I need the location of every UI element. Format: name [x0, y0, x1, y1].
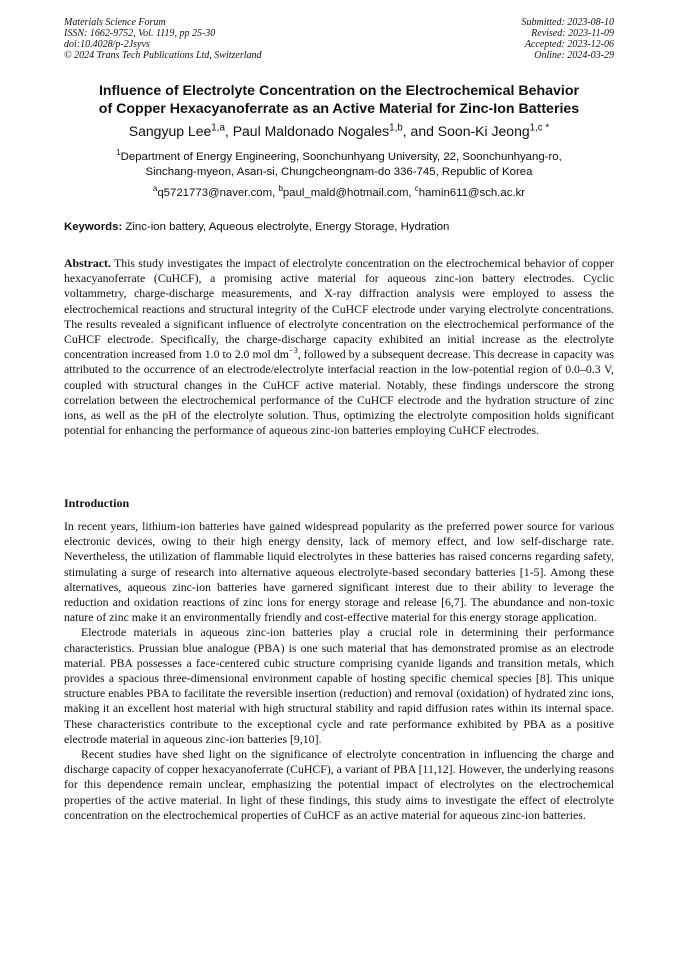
author-separator: ,	[224, 123, 233, 139]
paragraph: Electrode materials in aqueous zinc-ion batteries play a crucial role in determining their performance characteristics. Prussian blue analogue (PBA) is one such material that has demonstrated promise as an electrode material. PBA possesses a face-centered cubic structure comprising cyanide ligands and transition metals, which provides a spacious three-dimensional environment capable of hosting specific chemical species [8]. This unique structure enables PBA to facilitate the reversible insertion (reduction) and removal (oxidation) of hydrated zinc ions, making it an excellent host material with high structural stability and rapid diffusion rates within its internal space. These characteristics contribute to the exceptional cycle and rate performance exhibited by PBA as a positive electrode material in aqueous zinc-ion batteries [9,10].	[64, 625, 614, 746]
paragraph: In recent years, lithium-ion batteries have gained widespread popularity as the preferred power source for various electronic devices, owing to their high energy density, lack of memory effect, and low self-discharge rate. Nevertheless, the utilization of flammable liquid electrolytes in these batteries has raised concerns regarding safety, stimulating a surge of research into alternative aqueous electrolyte-based secondary batteries [1-5]. Among these alternatives, aqueous zinc-ion batteries have garnered significant interest due to their ability to leverage the reduction and oxidation reactions of zinc ions for energy storage and release [6,7]. The abundance and non-toxic nature of zinc make it an environmentally friendly and cost-effective material for this energy storage application.	[64, 519, 614, 625]
affiliation-line-1: $^1$Department of Energy Engineering, Soonchunhyang University, 22, Soonchunhyang-ro,	[116, 148, 562, 163]
journal-info	[64, 17, 262, 61]
revised-date: Revised: 2023-11-09	[531, 28, 614, 39]
abstract-unit-exponent: −3	[288, 346, 298, 356]
author-emails	[40, 186, 638, 200]
author-list	[40, 123, 638, 139]
author-affiliation-mark: 1,a	[211, 122, 225, 134]
copyright-line: © 2024 Trans Tech Publications Ltd, Switzerland	[64, 50, 262, 61]
author-name: Sangyup Lee	[128, 123, 212, 139]
section-heading-introduction: Introduction	[64, 496, 130, 510]
abstract-text: This study investigates the impact of electrolyte concentration on the electrochemical behavior of copper hexacyanoferrate (CuHCF), a promising active material for aqueous zinc-ion battery electrodes. Cyclic voltammetry, charge-discharge measurements, and X-ray diffraction analysis were employed to assess the electrochemical reactions and structural integrity of the CuHCF electrode under varying electrolyte concentrations. The results revealed a significant influence of electrolyte concentration on the electrochemical performance of the CuHCF electrode. Specifically, the charge-discharge capacity exhibited an initial increase as the electrolyte concentration increased from 1.0 to 2.0 mol dm	[64, 256, 614, 362]
affiliation-mark: 1	[116, 148, 121, 158]
author-name: Paul Maldonado Nogales	[232, 123, 390, 139]
issn-line: ISSN: 1662-9752, Vol. 1119, pp 25-30	[64, 28, 216, 39]
accepted-date: Accepted: 2023-12-06	[524, 39, 614, 50]
author-name: Soon-Ki Jeong	[437, 123, 530, 139]
email-address: q5721773@naver.com,	[157, 187, 279, 199]
paragraph: Recent studies have shed light on the significance of electrolyte concentration in influencing the charge and discharge capacity of copper hexacyanoferrate (CuHCF), a variant of PBA [11,12]. However, the underlying reasons for this dependence remain unclear, emphasizing the potential impact of electrolytes on the electrochemical properties of the active material. In light of these findings, this study aims to investigate the effect of electrolyte concentration on the electrochemical properties of CuHCF as an active material for aqueous zinc-ion batteries.	[64, 747, 614, 822]
email-address: hamin611@sch.ac.kr	[418, 187, 526, 199]
email-address: paul_mald@hotmail.com,	[282, 187, 415, 199]
title-line-2: of Copper Hexacyanoferrate as an Active Material for Zinc-Ion Batteries	[98, 101, 580, 117]
author-separator: , and	[402, 123, 438, 139]
online-date: Online: 2024-03-29	[534, 50, 614, 61]
journal-name: Materials Science Forum	[64, 17, 166, 28]
keywords	[64, 220, 614, 234]
keywords-label: Keywords:	[64, 221, 123, 233]
introduction-body	[64, 519, 614, 823]
title-line-1: Influence of Electrolyte Concentration on the Electrochemical Behavior	[98, 83, 580, 99]
author-affiliation-mark: 1,b	[389, 122, 403, 134]
abstract-label: Abstract.	[64, 256, 111, 270]
email-mark: c	[414, 184, 419, 194]
email-mark: a	[152, 184, 158, 194]
abstract-text-continued: , followed by a subsequent decrease. This decrease in capacity was attributed to the occurrence of an electrode/electrolyte interfacial reaction in the low-potential region of 0.0–0.3 V, coupled with structural changes in the CuHCF active material. Notably, these findings underscore the strong correlation between the electrochemical performance of the CuHCF electrode and the hydration structure of zinc ions, as well as the pH of the electrolyte solution. Thus, optimizing the electrolyte composition holds significant potential for enhancing the performance of aqueous zinc-ion batteries employing CuHCF electrodes.	[64, 347, 614, 438]
submitted-date: Submitted: 2023-08-10	[521, 17, 614, 28]
author-affiliation-mark: 1,c *	[529, 122, 550, 134]
doi-line: doi:10.4028/p-2Jsyvs	[64, 39, 150, 50]
abstract	[64, 256, 614, 438]
paper-title	[40, 82, 638, 118]
affiliation-line-2: Sinchang-myeon, Asan-si, Chungcheongnam-do 336-745, Republic of Korea	[145, 166, 533, 178]
keywords-text: Zinc-ion battery, Aqueous electrolyte, Energy Storage, Hydration	[122, 221, 450, 233]
affiliation	[40, 150, 638, 180]
publication-dates	[522, 17, 615, 61]
email-mark: b	[278, 184, 283, 194]
